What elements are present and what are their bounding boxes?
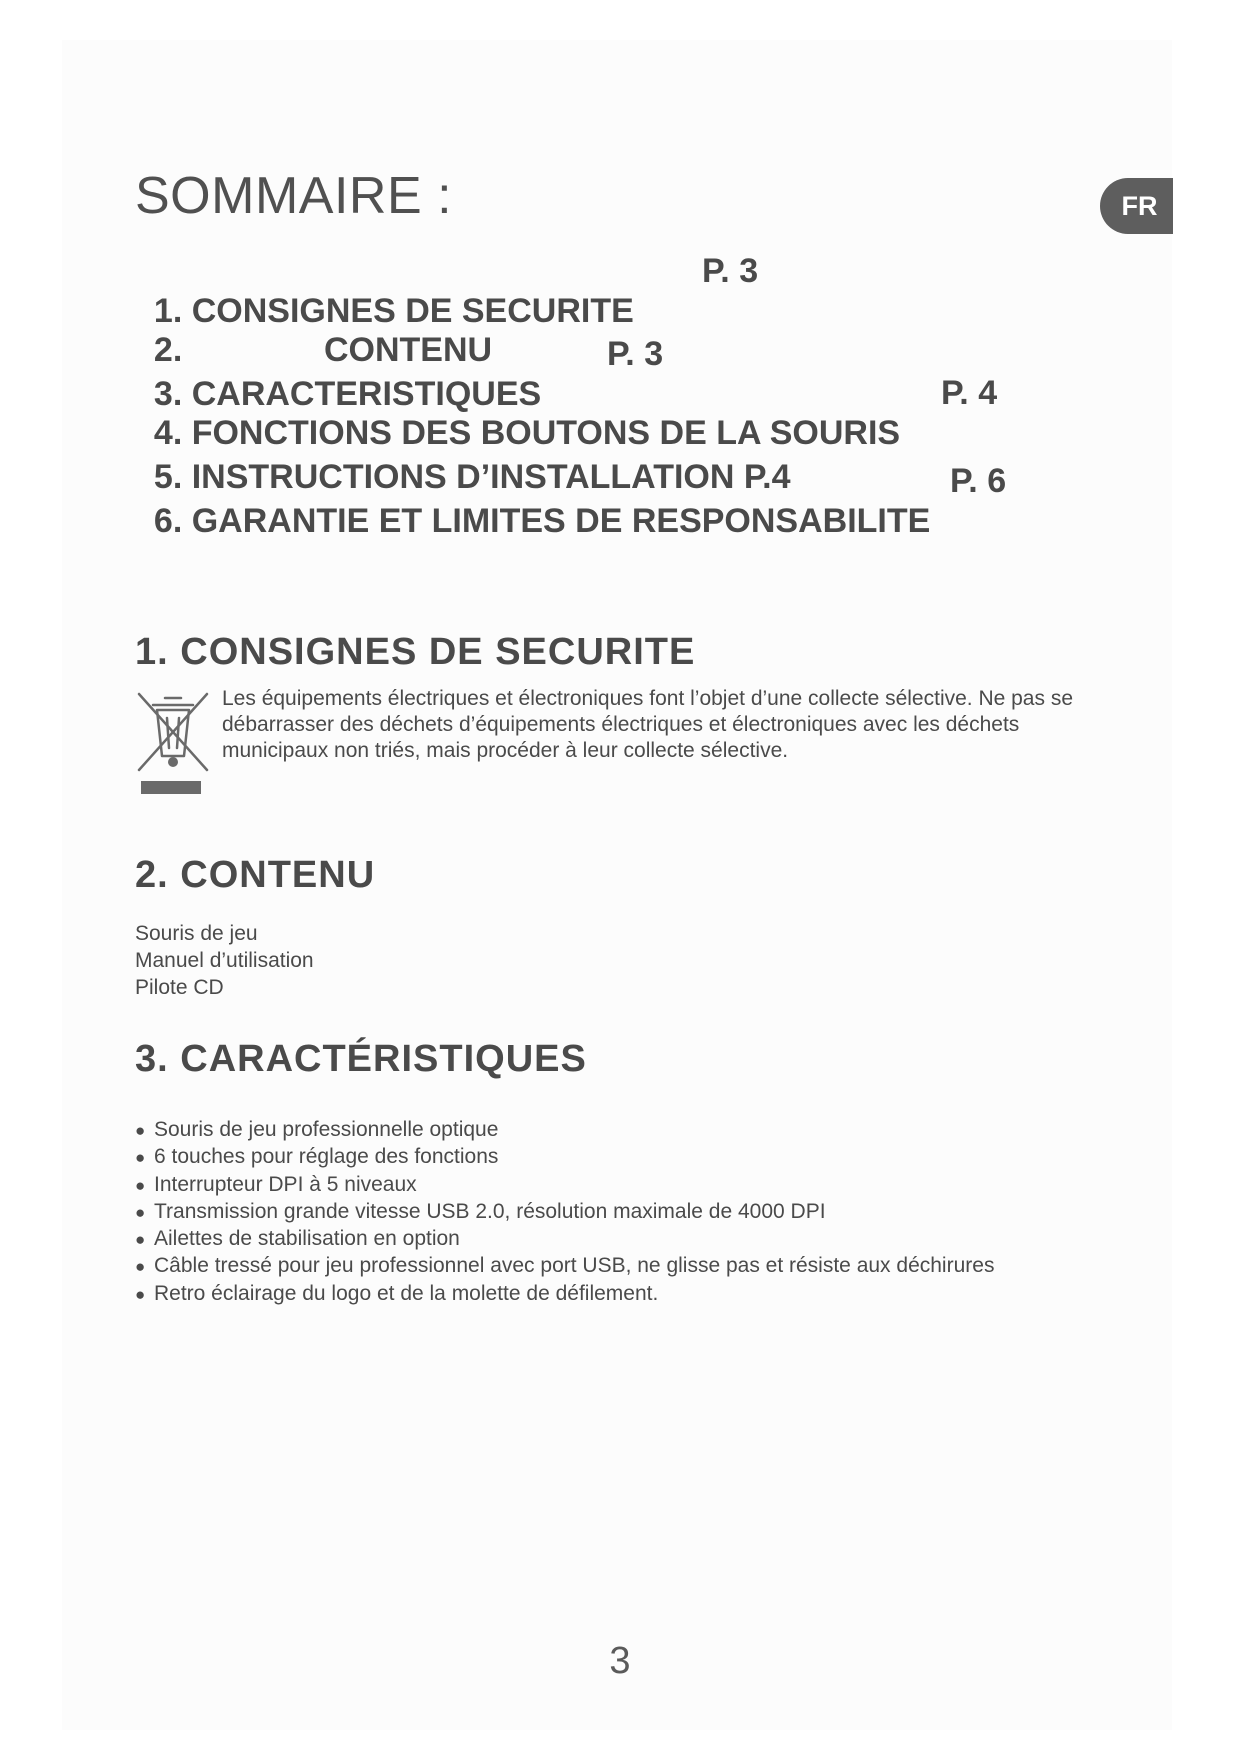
toc-entry-label: 5. INSTRUCTIONS D’INSTALLATION P.4 bbox=[153, 458, 791, 496]
bullet-icon: ● bbox=[135, 1175, 146, 1195]
list-item: Souris de jeu bbox=[135, 922, 258, 945]
bullet-icon: ● bbox=[135, 1121, 146, 1140]
list-item-text: Transmission grande vitesse USB 2.0, résolution maximale de 4000 DPI bbox=[154, 1199, 826, 1223]
toc-entry-page: P. 3 bbox=[607, 335, 664, 373]
toc-entry-label: 2. CONTENU bbox=[153, 331, 493, 369]
list-item-text: Câble tressé pour jeu professionnel avec port USB, ne glisse pas et résiste aux déchirures bbox=[154, 1254, 995, 1278]
toc-entry-page: P. 3 bbox=[702, 252, 759, 290]
safety-notice-text: Les équipements électriques et électroniques font l’objet d’une collecte sélective. Ne pas se débarrasser des déchets d’équipements électriques et électroniques avec les déchets municipaux non triés, mais procéder à leur collecte sélective. bbox=[222, 687, 1074, 762]
list-item bbox=[135, 1172, 994, 1199]
bullet-icon: ● bbox=[135, 1257, 146, 1277]
weee-crossed-bin-icon bbox=[135, 690, 211, 798]
toc-entry-label: 6. GARANTIE ET LIMITES DE RESPONSABILITE bbox=[153, 502, 931, 540]
toc-entry-label: 4. FONCTIONS DES BOUTONS DE LA SOURIS bbox=[153, 414, 901, 452]
list-item-text: Retro éclairage du logo et de la molette de défilement. bbox=[154, 1281, 659, 1305]
list-item bbox=[135, 1117, 994, 1144]
contents-list bbox=[135, 920, 314, 1001]
list-item-text: Interrupteur DPI à 5 niveaux bbox=[154, 1172, 417, 1196]
page-number: 3 bbox=[609, 1640, 631, 1682]
features-list bbox=[135, 1117, 994, 1308]
toc-title: SOMMAIRE : bbox=[135, 167, 453, 225]
list-item: Manuel d’utilisation bbox=[135, 949, 314, 972]
toc-entry-label: 1. CONSIGNES DE SECURITE bbox=[153, 292, 634, 330]
safety-heading: 1. CONSIGNES DE SECURITE bbox=[135, 631, 696, 673]
list-item: Pilote CD bbox=[135, 976, 224, 999]
list-item bbox=[135, 1144, 994, 1171]
toc-entry bbox=[135, 461, 1007, 581]
language-tab: FR bbox=[1100, 178, 1173, 234]
features-heading: 3. CARACTÉRISTIQUES bbox=[135, 1038, 587, 1080]
list-item-text: Souris de jeu professionnelle optique bbox=[154, 1118, 499, 1141]
toc-entry-page: P. 4 bbox=[941, 374, 998, 412]
list-item bbox=[135, 1281, 994, 1308]
list-item bbox=[135, 1199, 994, 1226]
toc-entry-page: P. 6 bbox=[950, 462, 1007, 500]
bullet-icon: ● bbox=[135, 1148, 146, 1168]
list-item bbox=[135, 1226, 994, 1253]
bullet-icon: ● bbox=[135, 1284, 146, 1304]
toc-entry-label: 3. CARACTERISTIQUES bbox=[153, 375, 542, 413]
list-item-text: Ailettes de stabilisation en option bbox=[154, 1227, 460, 1251]
list-item-text: 6 touches pour réglage des fonctions bbox=[154, 1145, 499, 1169]
list-item bbox=[135, 1253, 994, 1280]
bullet-icon: ● bbox=[135, 1202, 146, 1222]
bullet-icon: ● bbox=[135, 1230, 146, 1250]
contents-heading: 2. CONTENU bbox=[135, 854, 376, 896]
